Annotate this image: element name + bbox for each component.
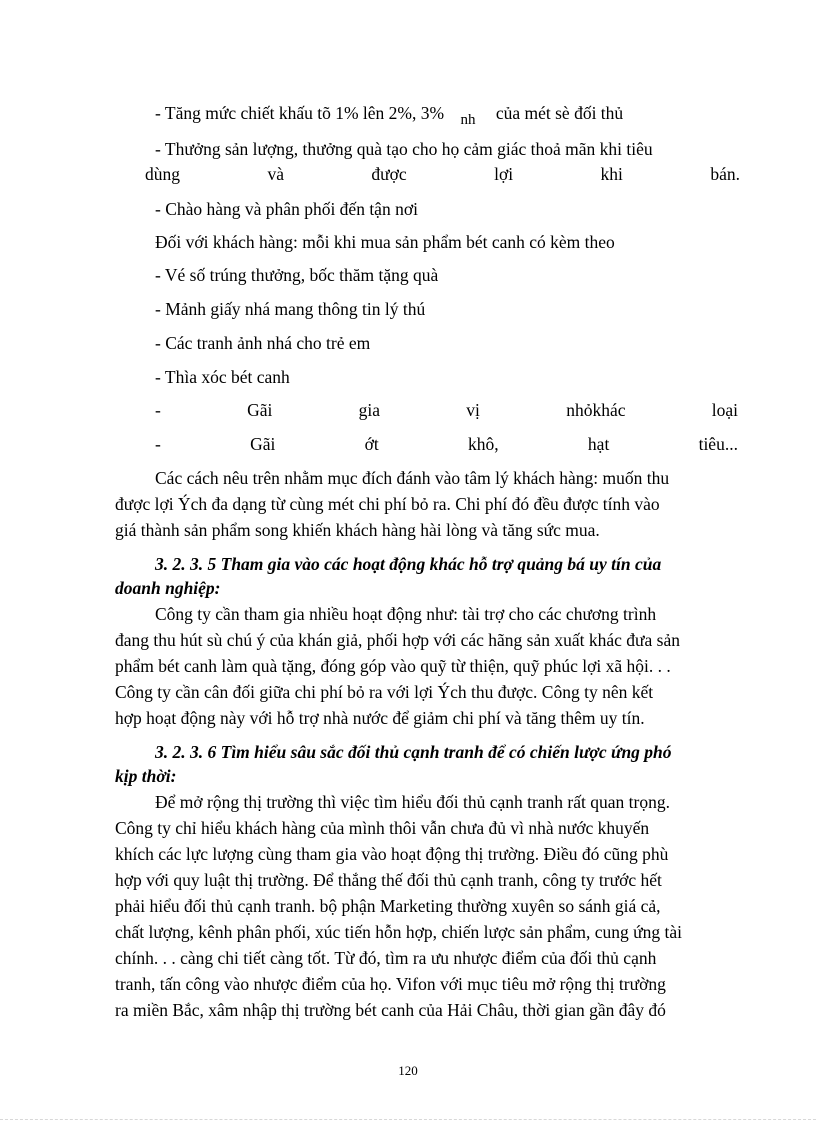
body-line: - Các tranh ảnh nhá cho trẻ em	[155, 333, 371, 353]
justified-line	[155, 433, 738, 455]
body-line: được lợi Ých đa dạng từ cùng mét chi phí bỏ ra. Chi phí đó đều được tính vào	[115, 494, 660, 514]
section-heading: doanh nghiệp:	[115, 578, 221, 598]
body-line: - Chào hàng và phân phối đến tận nơi	[155, 199, 418, 219]
word: khi	[600, 164, 623, 184]
word: khô,	[468, 434, 499, 454]
body-line: hợp hoạt động này với hỗ trợ nhà nước để giảm chi phí và tăng thêm uy tín.	[115, 708, 645, 728]
word: vị	[466, 400, 480, 420]
word: và	[267, 164, 284, 184]
word: Gãi	[250, 434, 276, 454]
section-heading: kịp thời:	[115, 766, 177, 786]
page-number: 120	[398, 1063, 418, 1078]
body-line: khích các lực lượng cùng tham gia vào hoạt động thị trường. Điều đó cũng phù	[115, 844, 669, 864]
word: được	[371, 164, 407, 184]
body-line: tranh, tấn công vào nhược điểm của họ. Vifon với mục tiêu mở rộng thị trường	[115, 974, 666, 994]
word: Gãi	[247, 400, 273, 420]
justified-line	[145, 163, 740, 185]
justified-line	[155, 399, 738, 421]
body-line: đang thu hút sù chú ý của khán giả, phối hợp với các hãng sản xuất khác đưa sản	[115, 630, 680, 650]
word: lợi	[494, 164, 514, 184]
body-line: phải hiểu đối thủ cạnh tranh. bộ phận Marketing thường xuyên so sánh giá cả,	[115, 896, 661, 916]
body-line: Đối với khách hàng: mỗi khi mua sản phẩm bét canh có kèm theo	[155, 232, 615, 252]
word: loại	[711, 400, 738, 420]
subscript-text: nh	[460, 112, 476, 128]
body-line: - Thìa xóc bét canh	[155, 367, 290, 387]
body-line: giá thành sản phẩm song khiến khách hàng hài lòng và tăng sức mua.	[115, 520, 600, 540]
body-line: - Thưởng sản lượng, thưởng quà tạo cho họ cảm giác thoả mãn khi tiêu	[155, 139, 653, 159]
word: bán.	[710, 164, 740, 184]
word: hạt	[587, 434, 610, 454]
word: nhỏkhác	[566, 400, 626, 420]
body-line: Công ty cần tham gia nhiều hoạt động như: tài trợ cho các chương trình	[155, 604, 657, 624]
body-line: phẩm bét canh làm quà tặng, đóng góp vào quỹ từ thiện, quỹ phúc lợi xã hội. . .	[115, 656, 671, 676]
page-bottom-border	[0, 1119, 816, 1120]
body-line	[155, 102, 755, 126]
text-segment: của mét sè đối thủ	[495, 103, 624, 123]
body-line: ra miền Bắc, xâm nhập thị trường bét canh của Hải Châu, thời gian gần đây đó	[115, 1000, 666, 1020]
word: tiêu...	[698, 434, 738, 454]
word: dùng	[145, 164, 180, 184]
body-line: chất lượng, kênh phân phối, xúc tiến hỗn hợp, chiến lược sản phẩm, cung ứng tài	[115, 922, 682, 942]
body-line: hợp với quy luật thị trường. Để thắng thế đối thủ cạnh tranh, công ty trước hết	[115, 870, 662, 890]
section-heading: 3. 2. 3. 5 Tham gia vào các hoạt động khác hỗ trợ quảng bá uy tín của	[155, 554, 662, 574]
body-line: Công ty chỉ hiểu khách hàng của mình thôi vẫn chưa đủ vì nhà nước khuyến	[115, 818, 650, 838]
word: gia	[358, 400, 381, 420]
word: -	[155, 434, 161, 454]
body-line: chính. . . càng chi tiết càng tốt. Từ đó, tìm ra ưu nhược điểm của đối thủ cạnh	[115, 948, 657, 968]
body-line: Các cách nêu trên nhằm mục đích đánh vào tâm lý khách hàng: muốn thu	[155, 468, 670, 488]
body-line: Công ty cần cân đối giữa chi phí bỏ ra với lợi Ých thu được. Công ty nên kết	[115, 682, 654, 702]
section-heading: 3. 2. 3. 6 Tìm hiểu sâu sắc đối thủ cạnh tranh để có chiến lược ứng phó	[155, 742, 672, 762]
body-line: - Vé số trúng thưởng, bốc thăm tặng quà	[155, 265, 439, 285]
word: ớt	[364, 434, 379, 454]
body-line: Để mở rộng thị trường thì việc tìm hiểu đối thủ cạnh tranh rất quan trọng.	[155, 792, 670, 812]
body-line: - Mảnh giấy nhá mang thông tin lý thú	[155, 299, 426, 319]
text-segment: - Tăng mức chiết khấu tõ 1% lên 2%, 3%	[155, 103, 445, 123]
word: -	[155, 400, 161, 420]
